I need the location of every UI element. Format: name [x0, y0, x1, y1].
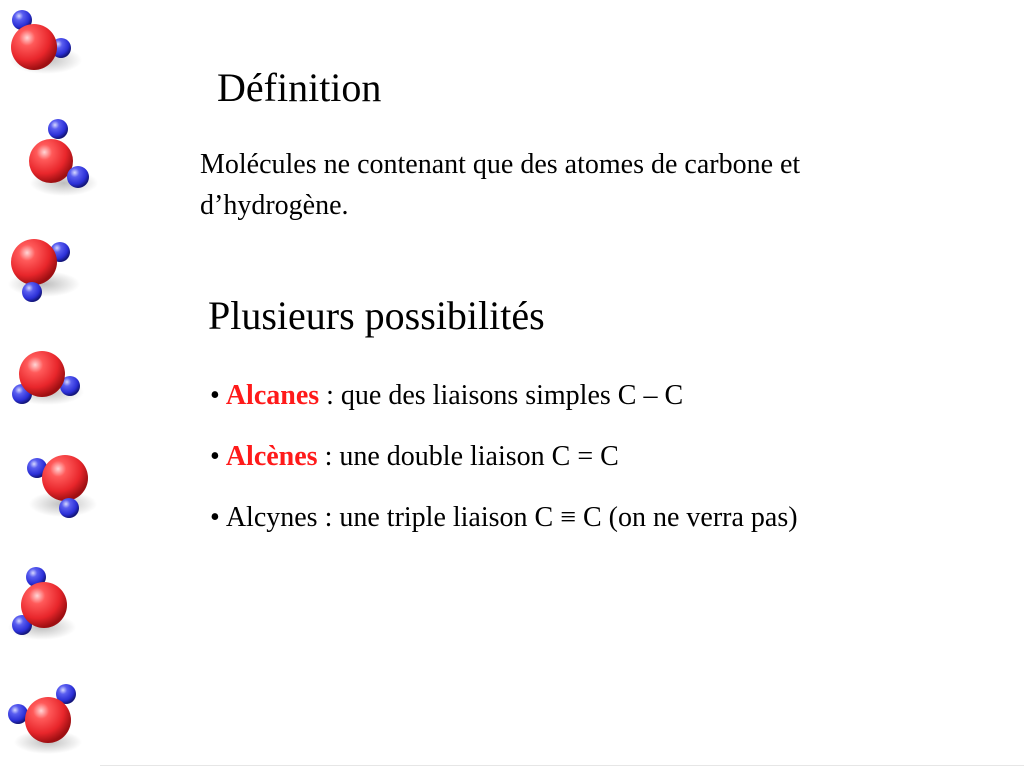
term-alcynes: Alcynes: [225, 502, 318, 533]
term-alcanes: Alcanes: [225, 380, 320, 411]
bullet-dot: •: [210, 502, 220, 533]
water-molecule-icon: [0, 676, 100, 768]
bottom-divider: [100, 765, 1024, 766]
water-molecule-icon: [15, 452, 115, 552]
possibilities-list: [210, 376, 798, 559]
water-molecule-icon: [10, 115, 110, 215]
water-molecule-icon: [0, 340, 100, 440]
term-alcenes: Alcènes: [225, 441, 318, 472]
water-molecule-icon: [0, 228, 100, 328]
item-description: : une double liaison C = C: [317, 441, 619, 472]
list-item-alcanes: [210, 376, 798, 416]
bullet-dot: •: [210, 441, 220, 472]
bullet-dot: •: [210, 380, 220, 411]
water-molecule-icon: [0, 2, 100, 102]
list-item-alcenes: [210, 437, 798, 477]
item-description: : que des liaisons simples C – C: [319, 380, 684, 411]
possibilities-title: Plusieurs possibilités: [208, 293, 545, 338]
item-description: : une triple liaison C ≡ C (on ne verra pas): [317, 502, 798, 533]
water-molecule-icon: [0, 565, 100, 665]
list-item-alcynes: [210, 498, 798, 538]
definition-text: Molécules ne contenant que des atomes de carbone et d’hydrogène.: [200, 149, 801, 221]
definition-title: Définition: [217, 65, 382, 110]
molecule-decoration-strip: [0, 0, 110, 768]
